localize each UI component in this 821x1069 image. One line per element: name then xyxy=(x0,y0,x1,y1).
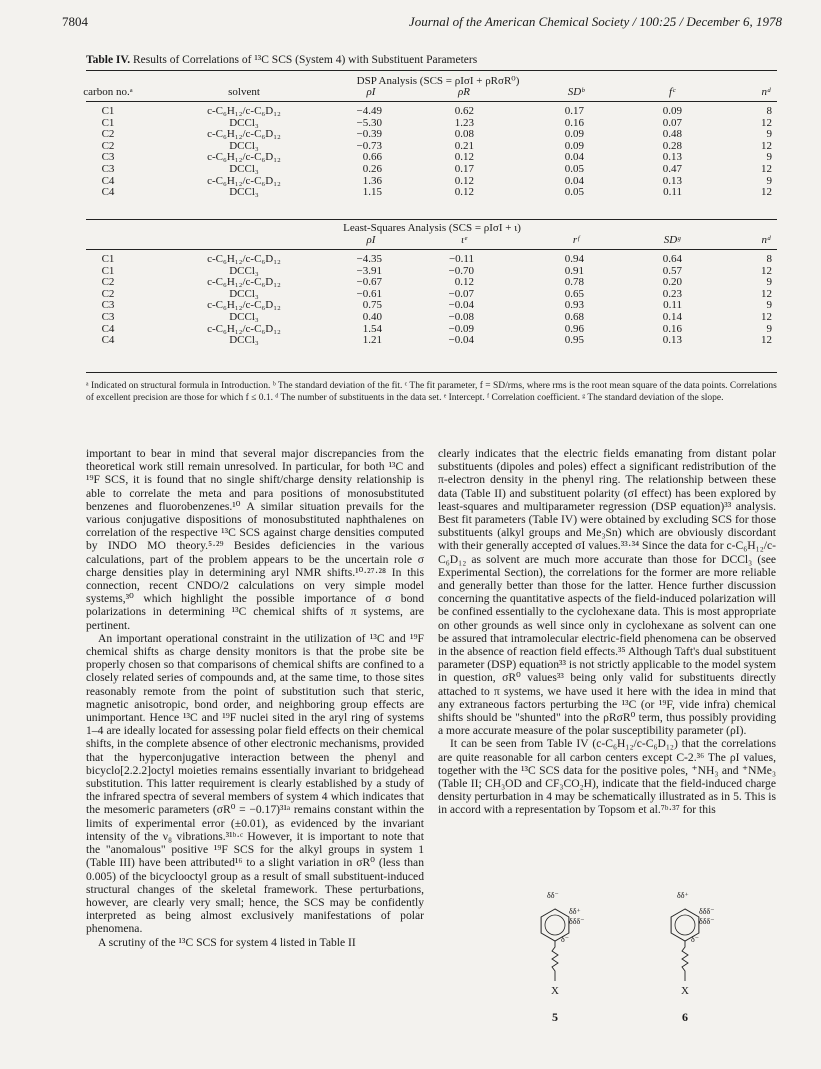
ls-column-header: nᵈ xyxy=(761,234,771,246)
ls-table-cell: 1.54 xyxy=(362,322,382,335)
ls-table-cell: C2 xyxy=(101,276,115,289)
ls-table-cell: 0.91 xyxy=(564,264,584,277)
ls-table-row xyxy=(86,334,777,346)
table-footnotes: ᵃ Indicated on structural formula in Introduction. ᵇ The standard deviation of the fit. ᶜ The fit parameter, f = SD/rms, where rms is the root mean square of the data points. Correlations of excellent precision are those for which f ≤ 0.1. ᵈ The number of substituents in the data set. ᵉ Intercept. ᶠ Correlation coefficient. ᵍ The standard deviation of the slope. xyxy=(86,381,777,403)
dsp-table-cell: 12 xyxy=(761,186,772,199)
substituent-label: X xyxy=(551,985,559,997)
ls-table-cell: DCCl₃ xyxy=(229,334,259,347)
dsp-table-cell: DCCl₃ xyxy=(229,116,259,129)
ls-table-cell: −0.08 xyxy=(448,310,474,323)
dsp-table-cell: c-C₆H₁₂/c-C₆D₁₂ xyxy=(207,174,281,187)
ls-table-row xyxy=(86,288,777,300)
ls-column-header: SDᵍ xyxy=(663,234,681,246)
running-title: Journal of the American Chemical Society / 100:25 / December 6, 1978 xyxy=(408,14,782,29)
ls-table-cell: 12 xyxy=(761,334,772,347)
ls-table-cell: −0.04 xyxy=(448,334,474,347)
dsp-table-cell: c-C₆H₁₂/c-C₆D₁₂ xyxy=(207,128,281,141)
dsp-table-cell: 1.23 xyxy=(454,116,474,129)
partial-charge-label: δδδ⁻ xyxy=(699,917,715,926)
ls-table-cell: 0.20 xyxy=(662,276,682,289)
ls-table-cell: C3 xyxy=(101,299,115,312)
ls-table-cell: C4 xyxy=(101,322,115,335)
dsp-bottom-rule xyxy=(86,219,777,220)
ls-table-cell: −0.09 xyxy=(448,322,474,335)
ls-header-rule xyxy=(86,249,777,250)
partial-charge-label: δδ⁻ xyxy=(547,891,559,900)
dsp-table-row xyxy=(86,117,777,129)
dsp-table-cell: 9 xyxy=(766,174,772,187)
ls-table-cell: 9 xyxy=(766,276,772,289)
dsp-table-cell: 0.07 xyxy=(662,116,682,129)
ls-table-cell: 0.75 xyxy=(362,299,382,312)
dsp-table-cell: 0.09 xyxy=(564,139,584,152)
dsp-table-cell: 0.28 xyxy=(662,139,682,152)
dsp-column-header: solvent xyxy=(228,86,260,98)
structure-6 xyxy=(655,891,735,1025)
ls-table-row xyxy=(86,299,777,311)
ls-table-cell: C4 xyxy=(101,334,115,347)
ls-table-cell: 12 xyxy=(761,264,772,277)
aromatic-circle xyxy=(545,915,565,935)
partial-charge-label: δδδ⁻ xyxy=(699,907,715,916)
structure-number: 5 xyxy=(552,1010,558,1024)
dsp-table-cell: −5.30 xyxy=(356,116,382,129)
table-caption-label: Table IV. xyxy=(86,54,131,66)
body-paragraph: It can be seen from Table IV (c-C₆H₁₂/c-C₆D₁₂) that the correlations are quite reasonable for all carbon centers except C-2.³⁶ The ρI values, together with the ¹³C SCS data for the positive poles, ⁺NH₃ and ⁺NMe₃ (Table II; CH₃OD and CF₃CO₂H), indicate that the field-induced charge density perturbation in 4 may be schematically illustrated as in 5. This is in accord with a representation by Topsom et al.⁷ᵇ·³⁷ for this xyxy=(438,737,776,817)
ls-table-cell: 0.16 xyxy=(662,322,682,335)
dsp-table-cell: 0.04 xyxy=(564,151,584,164)
dsp-table-cell: 0.13 xyxy=(662,151,682,164)
ls-table-cell: 1.21 xyxy=(362,334,382,347)
ls-table-row xyxy=(86,311,777,323)
ls-table-cell: DCCl₃ xyxy=(229,310,259,323)
dsp-table-cell: −0.39 xyxy=(356,128,382,141)
ls-table-cell: 9 xyxy=(766,299,772,312)
table-bottom-rule xyxy=(86,372,777,373)
dsp-table-cell: C1 xyxy=(101,105,115,117)
ls-column-header: rᶠ xyxy=(572,234,580,246)
dsp-column-header: ρI xyxy=(366,86,376,98)
dsp-table-cell: 0.13 xyxy=(662,174,682,187)
dsp-table-cell: −0.73 xyxy=(356,139,382,152)
dsp-table-cell: 12 xyxy=(761,139,772,152)
dsp-column-header: carbon no.ᵃ xyxy=(83,86,133,98)
least-squares-table xyxy=(86,222,777,346)
ls-table-cell: DCCl₃ xyxy=(229,287,259,300)
dsp-table-row xyxy=(86,175,777,187)
dsp-column-header: SDᵇ xyxy=(567,86,585,98)
table-caption xyxy=(86,54,477,66)
ls-table-cell: C1 xyxy=(101,264,115,277)
body-paragraph: A scrutiny of the ¹³C SCS for system 4 listed in Table II xyxy=(98,935,356,949)
partial-charge-label: δδ⁺ xyxy=(677,891,689,900)
ls-table-cell: 9 xyxy=(766,322,772,335)
ls-table-cell: c-C₆H₁₂/c-C₆D₁₂ xyxy=(207,322,281,335)
dsp-column-header: ρR xyxy=(458,86,470,98)
ls-table-cell: C1 xyxy=(101,253,115,265)
dsp-table-cell: 0.09 xyxy=(564,128,584,141)
ls-table-cell: 0.11 xyxy=(663,299,682,312)
ls-column-header: ιᵉ xyxy=(461,234,467,246)
ls-table-cell: 0.93 xyxy=(564,299,584,312)
ls-table-body xyxy=(86,253,777,346)
dsp-table-cell: 9 xyxy=(766,128,772,141)
ls-table-cell: 0.40 xyxy=(362,310,382,323)
ls-table-cell: 0.96 xyxy=(564,322,584,335)
right-column xyxy=(438,447,776,817)
ls-table-cell: 12 xyxy=(761,310,772,323)
dsp-table-cell: C3 xyxy=(101,162,115,175)
dsp-table-cell: 9 xyxy=(766,151,772,164)
dsp-table-cell: C3 xyxy=(101,151,115,164)
dsp-table-row xyxy=(86,151,777,163)
dsp-table-cell: 8 xyxy=(766,105,772,117)
ls-table-cell: C3 xyxy=(101,310,115,323)
ls-table-cell: 0.65 xyxy=(564,287,584,300)
aromatic-circle xyxy=(675,915,695,935)
structure-5 xyxy=(525,891,605,1025)
bicyclooctyl-bond xyxy=(682,941,688,981)
ls-table-cell: −3.91 xyxy=(356,264,382,277)
dsp-table-cell: 0.04 xyxy=(564,174,584,187)
dsp-table-cell: 12 xyxy=(761,162,772,175)
ls-table-cell: −0.61 xyxy=(356,287,382,300)
dsp-table-cell: 0.08 xyxy=(454,128,474,141)
dsp-table-row xyxy=(86,105,777,117)
dsp-table-cell: DCCl₃ xyxy=(229,186,259,199)
ls-table-cell: −0.70 xyxy=(448,264,474,277)
ls-table-cell: −4.35 xyxy=(356,253,382,265)
dsp-table-cell: C1 xyxy=(101,116,115,129)
ls-table-row xyxy=(86,253,777,265)
dsp-table-cell: 0.17 xyxy=(564,105,584,117)
dsp-table-cell: c-C₆H₁₂/c-C₆D₁₂ xyxy=(207,151,281,164)
table-caption-text: Results of Correlations of ¹³C SCS (System 4) with Substituent Parameters xyxy=(132,54,478,66)
body-paragraph: An important operational constraint in the utilization of ¹³C and ¹⁹F chemical shifts as charge density monitors is that the probe site be properly chosen so that comparisons of chemical shifts are confined to a closely related series of compounds and, at the same time, to those sites reasonably remote from the point of substitution such that steric, magnetic anisotropic, bond order, and neighboring group effects are unimportant. Hence ¹³C and ¹⁹F nuclei sited in the aryl ring of systems 1–4 are ideally located for assessing polar field effects on their chemical shifts, in the complete absence of other electronic mechanisms, provided that the hyperconjugative interaction between the phenyl and bicyclo[2.2.2]octyl moieties remains essentially invariant to bridgehead substitution. This latter requirement is clearly established by a study of the infrared spectra of several members of system 4 which indicates that the mesomeric parameters (σR⁰ = −0.17)³¹ᵃ remains constant within the limits of experimental error (±0.01), as evidenced by the invariant intensity of the ν₈ vibrations.³¹ᵇ·ᶜ However, it is important to note that the "anomalous" positive ¹⁹F SCS for the alkyl groups in system 1 (Table III) have been attributed¹⁶ to a slight variation in σR⁰ (less than 0.005) of the bicyclooctyl group as a result of small substituent-induced structural changes of the skeletal framework. These perturbations, however, are clearly very small; hence, the SCS may be confidently interpreted as being almost exclusively manifestations of polar phenomena. xyxy=(86,631,424,936)
dsp-table-row xyxy=(86,186,777,198)
ls-table-cell: 0.94 xyxy=(564,253,584,265)
dsp-table-cell: DCCl₃ xyxy=(229,162,259,175)
dsp-table-cell: 0.05 xyxy=(564,162,584,175)
dsp-table-cell: C2 xyxy=(101,139,115,152)
partial-charge-label: δδ⁺ xyxy=(569,907,581,916)
ls-table-row xyxy=(86,265,777,277)
ls-table-row xyxy=(86,276,777,288)
dsp-table-cell: 0.11 xyxy=(663,186,682,199)
dsp-table-cell: 12 xyxy=(761,116,772,129)
structure-figures xyxy=(505,891,765,1025)
ls-table-cell: 0.64 xyxy=(662,253,682,265)
dsp-table-cell: 0.12 xyxy=(454,186,474,199)
benzene-ring-drawing xyxy=(655,895,735,1007)
ls-table-cell: 0.78 xyxy=(564,276,584,289)
dsp-table-cell: 0.62 xyxy=(454,105,474,117)
structure-number: 6 xyxy=(682,1010,688,1024)
ls-table-cell: c-C₆H₁₂/c-C₆D₁₂ xyxy=(207,276,281,289)
partial-charge-label: δδδ⁻ xyxy=(569,917,585,926)
ls-column-header: ρI xyxy=(366,234,376,246)
bicyclooctyl-bond xyxy=(552,941,558,981)
ls-table-cell: −0.07 xyxy=(448,287,474,300)
left-column xyxy=(86,447,424,949)
ls-table-cell: DCCl₃ xyxy=(229,264,259,277)
dsp-header-row xyxy=(83,86,777,100)
dsp-table-cell: 0.12 xyxy=(454,174,474,187)
ls-table-cell: 0.57 xyxy=(662,264,682,277)
dsp-table-cell: 1.36 xyxy=(362,174,382,187)
substituent-label: X xyxy=(681,985,689,997)
dsp-header-rule xyxy=(86,101,777,102)
dsp-table-cell: 0.26 xyxy=(362,162,382,175)
dsp-column-header: fᶜ xyxy=(669,86,675,98)
partial-charge-label: δ⁻ xyxy=(561,935,569,944)
ls-table-cell: −0.04 xyxy=(448,299,474,312)
ls-table-cell: 0.68 xyxy=(564,310,584,323)
dsp-table-cell: C4 xyxy=(101,186,115,199)
ls-table-cell: c-C₆H₁₂/c-C₆D₁₂ xyxy=(207,253,281,265)
dsp-table-cell: 0.05 xyxy=(564,186,584,199)
dsp-table-cell: DCCl₃ xyxy=(229,139,259,152)
dsp-table-cell: 1.15 xyxy=(362,186,382,199)
partial-charge-label: δ⁻ xyxy=(691,935,699,944)
dsp-table-cell: 0.21 xyxy=(454,139,474,152)
dsp-table-cell: C4 xyxy=(101,174,115,187)
dsp-table xyxy=(83,74,777,199)
dsp-table-row xyxy=(86,128,777,140)
dsp-table-body xyxy=(86,105,777,198)
dsp-table-cell: 0.17 xyxy=(454,162,474,175)
ls-table-row xyxy=(86,323,777,335)
dsp-table-cell: 0.48 xyxy=(662,128,682,141)
ls-table-cell: C2 xyxy=(101,287,115,300)
dsp-table-cell: c-C₆H₁₂/c-C₆D₁₂ xyxy=(207,105,281,117)
ls-table-cell: 0.14 xyxy=(662,310,682,323)
page-header xyxy=(62,14,782,34)
ls-section-title: Least-Squares Analysis (SCS = ρIσI + ι) xyxy=(343,222,521,234)
dsp-table-cell: 0.47 xyxy=(662,162,682,175)
ls-table-cell: −0.67 xyxy=(356,276,382,289)
dsp-table-cell: 0.12 xyxy=(454,151,474,164)
dsp-table-row xyxy=(86,140,777,152)
ls-table-cell: 0.95 xyxy=(564,334,584,347)
ls-table-cell: −0.11 xyxy=(448,253,474,265)
body-paragraph: clearly indicates that the electric fields emanating from distant polar substituents (dipoles and poles) effect a significant redistribution of the π-electron density in the phenyl ring. The relationship between these data (Table II) and substituent polarity (σI effect) has been explored by least-squares and multiparameter regression (DSP equation)³³ analysis. Best fit parameters (Table IV) were obtained by excluding SCS for those substituents (alkyl groups and Me₃Sn) which are obviously discordant with their generally accepted σI values.³³·³⁴ Since the data for c-C₆H₁₂/c-C₆D₁₂ as solvent are much more accurate than those for DCCl₃ (see Experimental Section), the correlations for the former are more reliable and generally better than those for the latter. Hence further discussion concerning the quantitative aspects of the field-induced polarization will be confined essentially to the cyclohexane data. This is most appropriate on other grounds as well since only in cyclohexane as solvent can one be assured that intramolecular electric-field phenomena can be observed in the absence of reaction field effects.³⁵ Although Taft's dual substituent parameter (DSP) equation³³ is not strictly applicable to the model system in question, σR⁰ values³³ being only valid for substituents directly attached to π systems, we have used it here with the idea in mind that any extraneous factors perturbing the ¹³C (or ¹⁹F, vide infra) chemical shifts should be "shunted" into the ρRσR⁰ term, thus possibly providing a more accurate measure of the polar susceptibility parameter (ρI). xyxy=(438,447,776,738)
dsp-table-row xyxy=(86,163,777,175)
page-number: 7804 xyxy=(62,14,88,29)
dsp-table-cell: 0.66 xyxy=(362,151,382,164)
ls-table-cell: 0.23 xyxy=(662,287,682,300)
dsp-section-title: DSP Analysis (SCS = ρIσI + ρRσR⁰) xyxy=(356,75,520,87)
ls-table-cell: 12 xyxy=(761,287,772,300)
benzene-ring-drawing xyxy=(525,895,605,1007)
ls-table-cell: 8 xyxy=(766,253,772,265)
ls-table-cell: 0.12 xyxy=(454,276,474,289)
dsp-table-cell: −4.49 xyxy=(356,105,382,117)
table-top-rule xyxy=(86,70,777,71)
ls-header-row xyxy=(86,234,777,248)
dsp-table-cell: C2 xyxy=(101,128,115,141)
body-paragraph: important to bear in mind that several major discrepancies from the theoretical work still remain unresolved. In particular, for both ¹³C and ¹⁹F SCS, it is found that no single shift/charge density relationship is able to correlate the meta and para positions of monosubstituted benzenes and fluorobenzenes.¹⁰ A similar situation prevails for the various conjugative dispositions of monosubstituted naphthalenes on correlation of the respective ¹³C SCS against charge densities computed by INDO MO theory.⁵·²⁹ Besides deficiencies in the various calculations, part of the problem appears to be the uncertain role σ charge densities play in determining aryl NMR shifts.¹⁰·²⁷·²⁸ In this connection, recent CNDO/2 calculations on very simple model systems,³⁰ which highlight the possible importance of σ bond polarizations in determining ¹³C chemical shifts of π systems, are pertinent. xyxy=(86,447,424,632)
dsp-table-cell: 0.09 xyxy=(662,105,682,117)
dsp-table-cell: 0.16 xyxy=(564,116,584,129)
ls-table-cell: c-C₆H₁₂/c-C₆D₁₂ xyxy=(207,299,281,312)
ls-table-cell: 0.13 xyxy=(662,334,682,347)
dsp-column-header: nᵈ xyxy=(761,86,771,98)
